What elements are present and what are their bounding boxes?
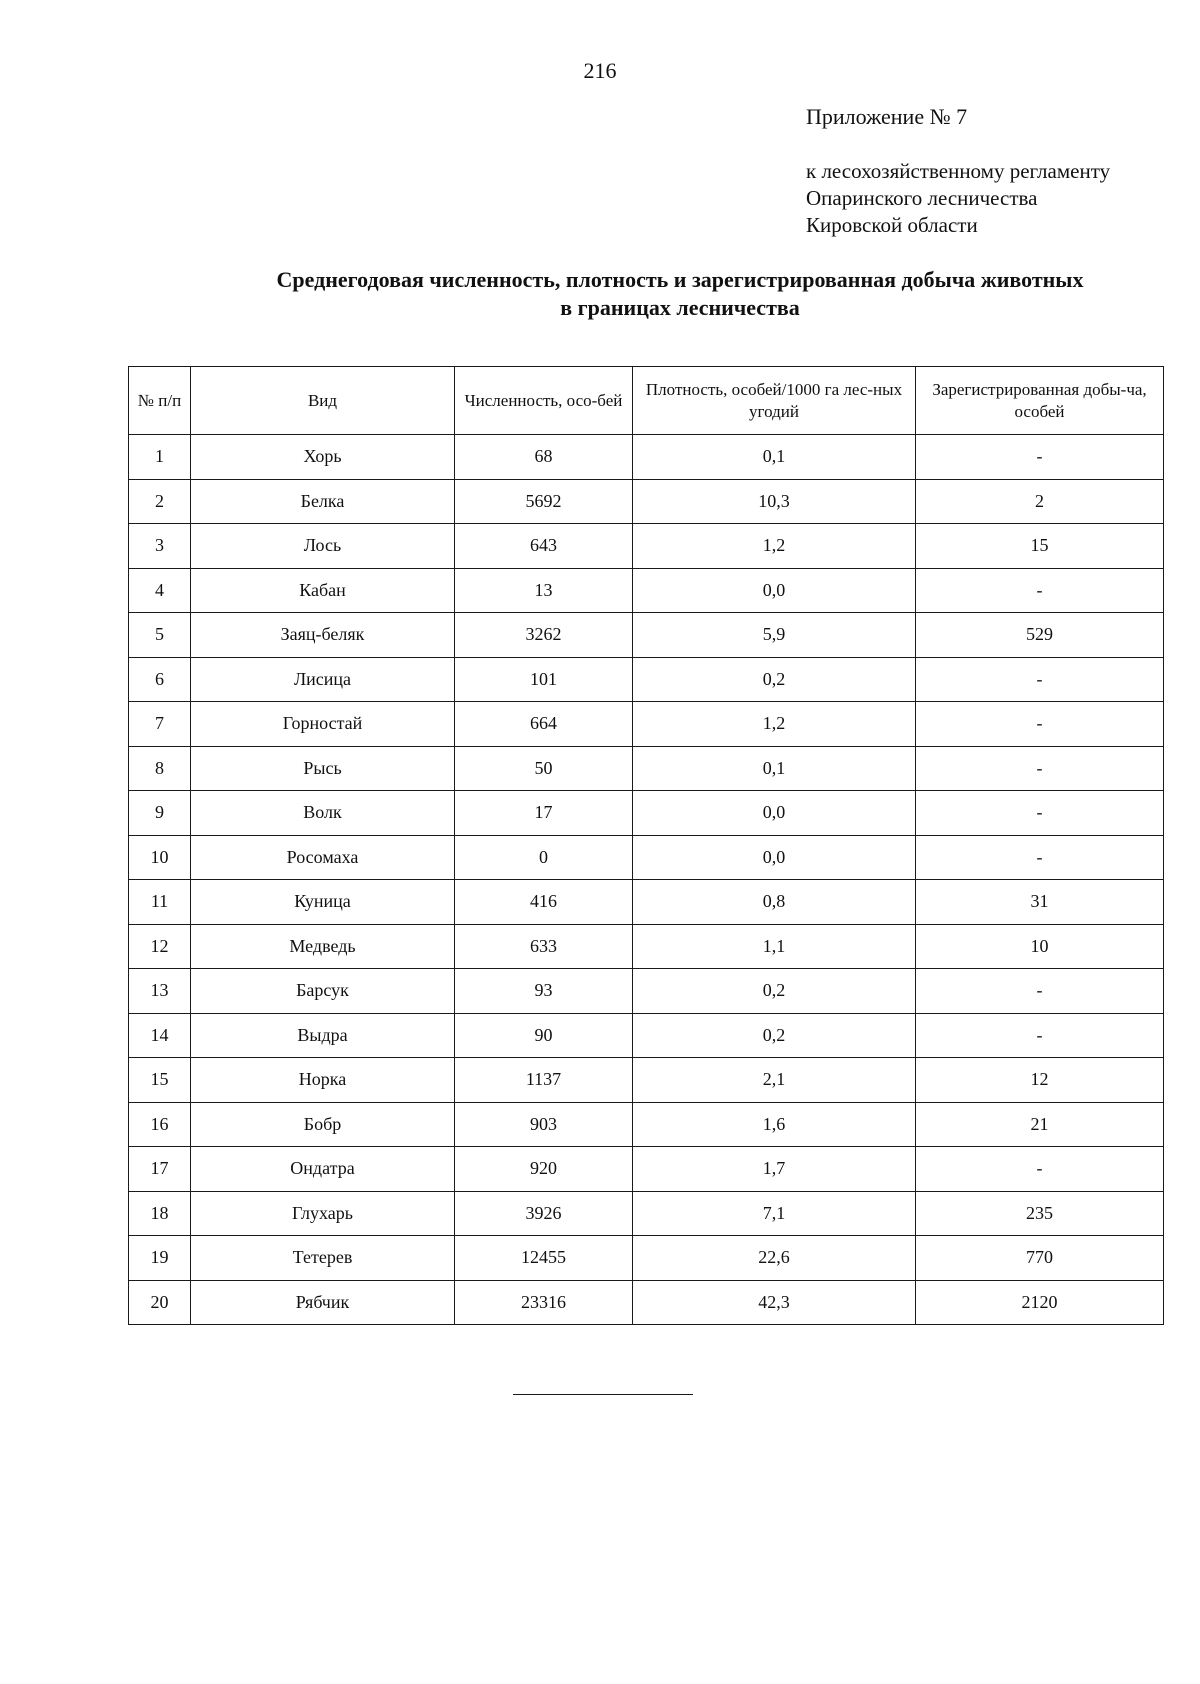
table-row (129, 791, 1164, 836)
cell-density: 1,2 (633, 702, 916, 747)
cell-species: Куница (191, 880, 455, 925)
table-row (129, 835, 1164, 880)
cell-density: 1,2 (633, 524, 916, 569)
column-header-number: № п/п (129, 367, 191, 435)
table-row (129, 435, 1164, 480)
cell-harvest: - (916, 1147, 1164, 1192)
cell-harvest: - (916, 435, 1164, 480)
cell-density: 0,1 (633, 746, 916, 791)
table-row (129, 880, 1164, 925)
cell-number: 8 (129, 746, 191, 791)
cell-number: 18 (129, 1191, 191, 1236)
cell-species: Тетерев (191, 1236, 455, 1281)
cell-density: 5,9 (633, 613, 916, 658)
regulation-line: Опаринского лесничества (806, 186, 1038, 210)
cell-number: 10 (129, 835, 191, 880)
column-header-density: Плотность, особей/1000 га лес-ных угодий (633, 367, 916, 435)
table-row (129, 969, 1164, 1014)
cell-harvest: 2120 (916, 1280, 1164, 1325)
cell-species: Заяц-беляк (191, 613, 455, 658)
regulation-reference (806, 158, 1110, 239)
cell-density: 1,1 (633, 924, 916, 969)
cell-population: 12455 (455, 1236, 633, 1281)
table-row (129, 1147, 1164, 1192)
cell-number: 11 (129, 880, 191, 925)
cell-population: 0 (455, 835, 633, 880)
cell-number: 6 (129, 657, 191, 702)
cell-density: 0,0 (633, 791, 916, 836)
title-line: в границах лесничества (560, 295, 800, 320)
cell-number: 19 (129, 1236, 191, 1281)
cell-harvest: 235 (916, 1191, 1164, 1236)
cell-density: 1,7 (633, 1147, 916, 1192)
table-row (129, 702, 1164, 747)
table-row (129, 1191, 1164, 1236)
cell-harvest: - (916, 702, 1164, 747)
table-row (129, 657, 1164, 702)
table-row (129, 1236, 1164, 1281)
cell-density: 0,0 (633, 835, 916, 880)
cell-harvest: 770 (916, 1236, 1164, 1281)
regulation-line: Кировской области (806, 213, 978, 237)
cell-density: 1,6 (633, 1102, 916, 1147)
cell-number: 13 (129, 969, 191, 1014)
cell-population: 101 (455, 657, 633, 702)
cell-species: Волк (191, 791, 455, 836)
cell-species: Рысь (191, 746, 455, 791)
cell-number: 7 (129, 702, 191, 747)
cell-number: 9 (129, 791, 191, 836)
table-row (129, 1102, 1164, 1147)
cell-species: Ондатра (191, 1147, 455, 1192)
cell-density: 0,1 (633, 435, 916, 480)
cell-population: 3262 (455, 613, 633, 658)
cell-harvest: 31 (916, 880, 1164, 925)
table-row (129, 1058, 1164, 1103)
cell-species: Выдра (191, 1013, 455, 1058)
cell-density: 0,0 (633, 568, 916, 613)
cell-species: Лисица (191, 657, 455, 702)
cell-harvest: 21 (916, 1102, 1164, 1147)
cell-population: 903 (455, 1102, 633, 1147)
document-title (0, 266, 1200, 322)
table-row (129, 924, 1164, 969)
column-header-harvest: Зарегистрированная добы-ча, особей (916, 367, 1164, 435)
cell-density: 0,2 (633, 969, 916, 1014)
cell-number: 15 (129, 1058, 191, 1103)
cell-species: Хорь (191, 435, 455, 480)
table-row (129, 746, 1164, 791)
cell-harvest: - (916, 835, 1164, 880)
table-row (129, 479, 1164, 524)
cell-species: Рябчик (191, 1280, 455, 1325)
appendix-label: Приложение № 7 (806, 104, 968, 129)
cell-harvest: 529 (916, 613, 1164, 658)
column-header-species: Вид (191, 367, 455, 435)
cell-species: Кабан (191, 568, 455, 613)
cell-density: 0,2 (633, 1013, 916, 1058)
cell-species: Бобр (191, 1102, 455, 1147)
cell-number: 20 (129, 1280, 191, 1325)
cell-harvest: 10 (916, 924, 1164, 969)
cell-species: Лось (191, 524, 455, 569)
cell-number: 5 (129, 613, 191, 658)
cell-population: 5692 (455, 479, 633, 524)
cell-population: 3926 (455, 1191, 633, 1236)
cell-population: 17 (455, 791, 633, 836)
closing-rule (513, 1394, 693, 1395)
table-row (129, 1280, 1164, 1325)
cell-population: 23316 (455, 1280, 633, 1325)
cell-population: 643 (455, 524, 633, 569)
cell-number: 12 (129, 924, 191, 969)
cell-number: 16 (129, 1102, 191, 1147)
table-row (129, 1013, 1164, 1058)
cell-density: 2,1 (633, 1058, 916, 1103)
cell-population: 664 (455, 702, 633, 747)
cell-density: 22,6 (633, 1236, 916, 1281)
cell-population: 1137 (455, 1058, 633, 1103)
cell-number: 17 (129, 1147, 191, 1192)
cell-density: 0,8 (633, 880, 916, 925)
table-body (129, 435, 1164, 1325)
table-row (129, 613, 1164, 658)
cell-number: 3 (129, 524, 191, 569)
cell-harvest: - (916, 657, 1164, 702)
cell-harvest: - (916, 969, 1164, 1014)
cell-population: 50 (455, 746, 633, 791)
cell-population: 416 (455, 880, 633, 925)
cell-population: 633 (455, 924, 633, 969)
cell-density: 10,3 (633, 479, 916, 524)
title-line: Среднегодовая численность, плотность и зарегистрированная добыча животных (276, 267, 1084, 292)
cell-density: 7,1 (633, 1191, 916, 1236)
cell-population: 920 (455, 1147, 633, 1192)
cell-harvest: - (916, 568, 1164, 613)
species-table (128, 366, 1164, 1325)
cell-species: Медведь (191, 924, 455, 969)
cell-species: Норка (191, 1058, 455, 1103)
cell-harvest: 12 (916, 1058, 1164, 1103)
cell-density: 0,2 (633, 657, 916, 702)
cell-number: 1 (129, 435, 191, 480)
cell-species: Белка (191, 479, 455, 524)
column-header-population: Численность, осо-бей (455, 367, 633, 435)
table-row (129, 524, 1164, 569)
cell-species: Росомаха (191, 835, 455, 880)
page-number: 216 (583, 58, 617, 83)
cell-species: Горностай (191, 702, 455, 747)
cell-population: 93 (455, 969, 633, 1014)
cell-harvest: - (916, 1013, 1164, 1058)
cell-harvest: 2 (916, 479, 1164, 524)
regulation-line: к лесохозяйственному регламенту (806, 159, 1111, 183)
table-header-row (129, 367, 1164, 435)
cell-harvest: 15 (916, 524, 1164, 569)
cell-density: 42,3 (633, 1280, 916, 1325)
cell-number: 4 (129, 568, 191, 613)
cell-harvest: - (916, 791, 1164, 836)
cell-harvest: - (916, 746, 1164, 791)
cell-species: Глухарь (191, 1191, 455, 1236)
cell-population: 90 (455, 1013, 633, 1058)
cell-population: 68 (455, 435, 633, 480)
cell-species: Барсук (191, 969, 455, 1014)
cell-number: 2 (129, 479, 191, 524)
table-row (129, 568, 1164, 613)
cell-population: 13 (455, 568, 633, 613)
cell-number: 14 (129, 1013, 191, 1058)
